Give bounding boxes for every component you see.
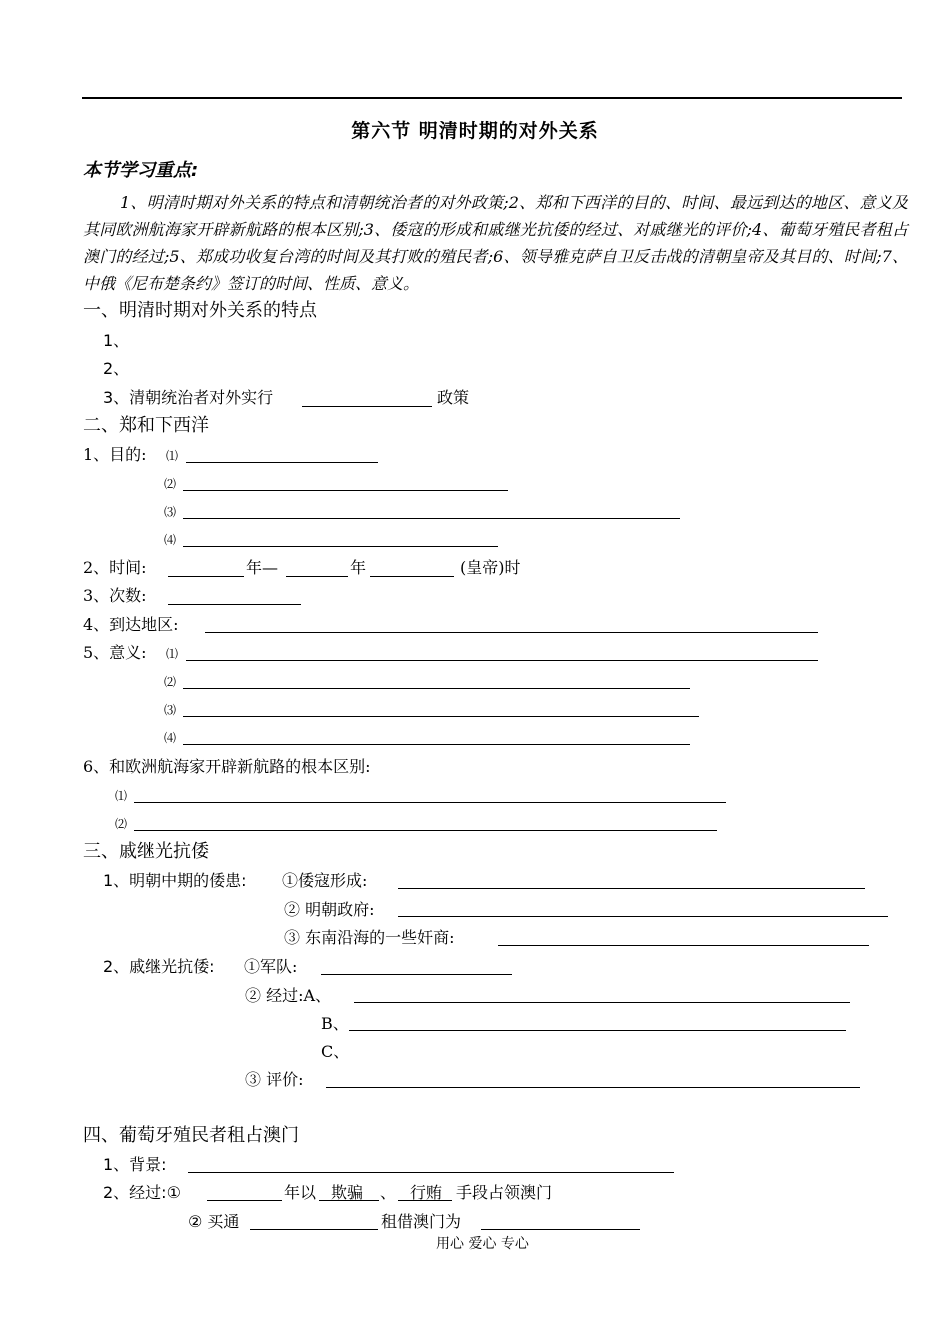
s2-time-label: 2、时间: [83,558,147,577]
s2-meaning-n3: ⑶ [164,703,177,717]
blank-meaning-1[interactable] [186,660,818,661]
blank-background[interactable] [188,1172,674,1173]
page-footer: 用心 爱心 专心 [436,1236,529,1252]
s3-p2C-label: C、 [321,1042,350,1061]
s2-year1: 年— [246,558,279,577]
blank-macau-year[interactable] [207,1200,282,1201]
s2-meaning-n1: ⑴ [166,647,179,661]
s4-deceive: 欺骗 [331,1183,364,1202]
s4-bribe: 行贿 [410,1183,443,1202]
s2-diff-n1: ⑴ [115,789,128,803]
blank-purpose-1[interactable] [186,462,378,463]
blank-meaning-3[interactable] [183,716,699,717]
s3-p1-label: 1、明朝中期的倭患: [103,871,247,890]
blank-evaluation[interactable] [326,1087,860,1088]
s3-p2-label: 2、戚继光抗倭: [103,957,215,976]
s1-item-2: 2、 [103,359,130,378]
blank-bribed-official[interactable] [250,1229,378,1230]
blank-start-year[interactable] [168,576,244,577]
blank-diff-1[interactable] [134,802,726,803]
s3-p2b-label: ② 经过:A、 [245,986,332,1005]
s2-purpose-n1: ⑴ [166,449,179,463]
s2-year2: 年 [350,558,367,577]
s2-reach-label: 4、到达地区: [83,615,179,634]
blank-ming-govt[interactable] [398,916,888,917]
section-2-heading: 二、郑和下西洋 [83,415,209,436]
blank-process-a[interactable] [354,1002,850,1003]
blank-purpose-4[interactable] [183,546,498,547]
s1-item-3-suffix: 政策 [437,388,470,407]
blank-meaning-2[interactable] [183,688,690,689]
s2-count-label: 3、次数: [83,586,147,605]
blank-diff-2[interactable] [134,830,717,831]
key-points-text: 1、明清时期对外关系的特点和清朝统治者的对外政策;2、郑和下西洋的目的、时间、最远到达的地区、意义及其同欧洲航海家开辟新航路的根本区别;3、倭寇的形成和戚继光抗倭的经过、对戚继光的评价;4、葡萄牙殖民者租占澳门的经过;5、郑成功收复台湾的时间及其打败的殖民者;6、领导雅克萨自卫反击战的清朝皇帝及其目的、时间;7、中俄《尼布楚条约》签订的时间、性质、意义。 [83,193,908,293]
s3-p1c-label: ③ 东南沿海的一些奸商: [284,928,455,947]
s2-meaning-label: 5、意义: [83,643,147,662]
s4-bg-label: 1、背景: [103,1155,167,1174]
blank-merchants[interactable] [498,945,869,946]
s2-diff-label: 6、和欧洲航海家开辟新航路的根本区别: [83,757,371,776]
blank-army[interactable] [321,974,512,975]
s4-proc-label: 2、经过:① [103,1183,181,1202]
section-3-heading: 三、戚继光抗倭 [83,841,209,862]
s4-sep: 、 [380,1183,397,1202]
s3-p2B-label: B、 [321,1014,349,1033]
blank-reach[interactable] [205,632,818,633]
page-title: 第六节 明清时期的对外关系 [351,120,599,142]
blank-count[interactable] [168,604,301,605]
section-1-heading: 一、明清时期对外关系的特点 [83,300,317,321]
key-points-heading: 本节学习重点: [83,160,199,181]
s4-buy-label: ② 买通 [188,1212,240,1231]
blank-emperor[interactable] [370,576,454,577]
blank-policy[interactable] [302,406,432,407]
blank-purpose-2[interactable] [183,490,508,491]
s2-meaning-n2: ⑵ [164,675,177,689]
blank-process-b[interactable] [349,1030,846,1031]
s1-item-1: 1、 [103,331,130,350]
blank-meaning-4[interactable] [183,744,690,745]
section-4-heading: 四、葡萄牙殖民者租占澳门 [83,1125,299,1146]
s2-purpose-n2: ⑵ [164,477,177,491]
s3-p1a-label: ①倭寇形成: [282,871,368,890]
blank-end-year[interactable] [286,576,348,577]
s3-p2a-label: ①军队: [244,957,298,976]
s4-proc-end: 手段占领澳门 [456,1183,553,1202]
blank-purpose-3[interactable] [183,518,680,519]
s2-purpose-label: 1、目的: [83,445,147,464]
s4-buy-mid: 租借澳门为 [381,1212,462,1231]
s2-purpose-n4: ⑷ [164,533,177,547]
top-rule [82,97,902,99]
s2-emperor: (皇帝)时 [460,558,521,577]
s4-proc-year: 年以 [284,1183,317,1202]
blank-macau-purpose[interactable] [481,1229,640,1230]
s2-diff-n2: ⑵ [115,817,128,831]
s1-item-3-label: 3、清朝统治者对外实行 [103,388,274,407]
s2-meaning-n4: ⑷ [164,731,177,745]
s3-p2c-label: ③ 评价: [245,1070,304,1089]
s2-purpose-n3: ⑶ [164,505,177,519]
s3-p1b-label: ② 明朝政府: [284,900,375,919]
blank-wokou-origin[interactable] [398,888,865,889]
